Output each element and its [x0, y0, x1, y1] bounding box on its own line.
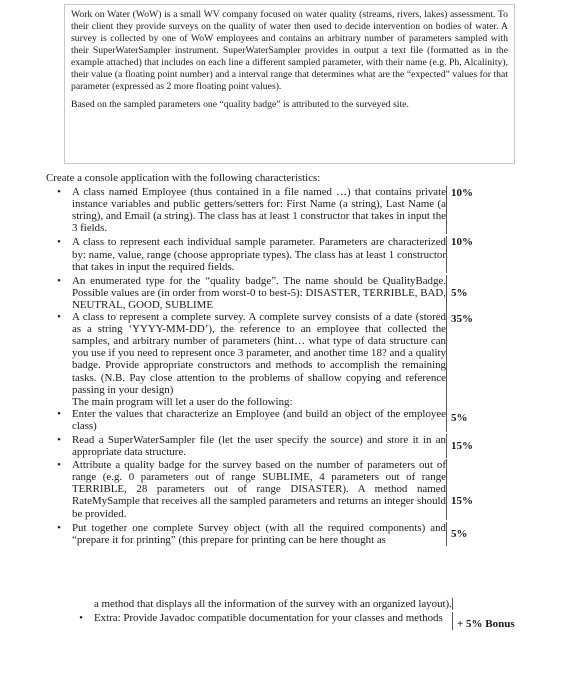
intro-box — [64, 4, 515, 164]
bullet-icon: • — [57, 311, 61, 324]
bullet-icon: • — [57, 274, 61, 287]
requirement-weight: 5% — [446, 275, 485, 311]
bullet-icon: • — [57, 459, 61, 472]
bullet-icon: • — [57, 433, 61, 446]
requirement-text: a method that displays all the information of the survey with an organized layout). — [94, 598, 452, 610]
requirement-text: Read a SuperWaterSampler file (let the user specify the source) and store it in an appropriate data structure. — [72, 433, 446, 459]
requirement-weight: 10% — [446, 186, 485, 234]
requirement-item — [46, 311, 546, 396]
requirement-item — [46, 186, 546, 234]
requirement-weight: 35% — [446, 311, 485, 396]
bullet-icon: • — [57, 186, 61, 199]
requirement-item — [46, 459, 546, 519]
requirements-section — [46, 172, 546, 546]
bullet-icon: • — [57, 521, 61, 534]
requirement-weight: 10% — [446, 236, 485, 272]
requirement-item — [46, 522, 546, 546]
bullet-icon: • — [79, 612, 83, 625]
bullet-icon: • — [57, 407, 61, 420]
requirement-text: A class named Employee (thus contained in a file named …) that contains private instance variables and public getters/setters for: First Name (a string), Last Name (a string), and Email (a string). The class has at least 1 constructor that takes in input the 3 fields. — [72, 186, 446, 235]
requirement-text: Put together one complete Survey object (with all the required components) and “prepare it for printing” (this prepare for printing can be here thought as — [72, 521, 446, 546]
requirement-item — [46, 408, 546, 432]
requirement-weight — [446, 396, 485, 408]
bonus-weight: + 5% Bonus — [452, 612, 541, 630]
requirement-item — [46, 396, 546, 408]
requirement-item — [46, 236, 546, 272]
intro-paragraph: Work on Water (WoW) is a small WV company focused on water quality (streams, rivers, lakes) assessment. To their client they provide surveys on the quality of water then used to decide intervention on bodies of water. A survey is collected by one of WoW employees and contains an arbitrary number of parameters sampled with their SuperWaterSampler instrument. SuperWaterSampler provides in output a text file (formatted as in the example attached) that includes on each line a different sampled parameter, with their name (e.g. Ph, Alcalinity), their value (a floating point number) and a interval range that determines what are the “expected” values for that parameter (expressed as 2 more floating point values). — [71, 9, 508, 92]
intro-paragraph: Based on the sampled parameters one “quality badge” is attributed to the surveyed site. — [71, 99, 409, 110]
requirement-text: A class to represent a complete survey. A complete survey consists of a date (stored as a string ‘YYYY-MM-DD’), the reference to an employee that collected the samples, and arbitrary number of parameters (hint… what type of data structure can you use if you need to represent once 3 parameter, and another time 18? and a quality badge. Provide appropriate constructors and methods to accomplish the remaining tasks. (N.B. Pay close attention to the problems of shallow copying and reference passing in your design) — [72, 311, 446, 396]
main-program-text: The main program will let a user do the following: — [72, 395, 293, 408]
requirement-weight: 15% — [446, 459, 485, 519]
requirement-item — [68, 598, 568, 610]
requirement-text: An enumerated type for the “quality badge”. The name should be QualityBadge. Possible values are (in order from worst-0 to best-5): DISASTER, TERRIBLE, BAD, NEUTRAL, GOOD, SUBLIME — [72, 274, 446, 311]
requirement-weight: 5% — [446, 522, 485, 546]
requirements-heading: Create a console application with the following characteristics: — [46, 172, 321, 184]
requirement-weight — [452, 598, 541, 610]
requirement-weight: 5% — [446, 408, 485, 432]
requirement-text: Extra: Provide Javadoc compatible documentation for your classes and methods — [94, 612, 443, 625]
requirement-text: Enter the values that characterize an Employee (and build an object of the employee class) — [72, 407, 446, 432]
requirement-weight: 15% — [446, 434, 485, 458]
bullet-icon: • — [57, 236, 61, 249]
requirement-text: A class to represent each individual sample parameter. Parameters are characterized by: name, value, range (choose appropriate types). The class has at least 1 constructor that takes in input the required fields. — [72, 236, 446, 273]
requirement-item — [46, 275, 546, 311]
requirement-item — [46, 434, 546, 458]
requirement-text: Attribute a quality badge for the survey based on the number of parameters out of range (e.g. 0 parameters out of range SUBLIME, 4 parameters out of range TERRIBLE, 28 parameters out of range DISASTER). A method named RateMySample that receives all the sampled parameters and returns an integer should be provided. — [72, 459, 446, 520]
requirement-item — [68, 612, 568, 630]
continuation-section — [68, 598, 568, 630]
